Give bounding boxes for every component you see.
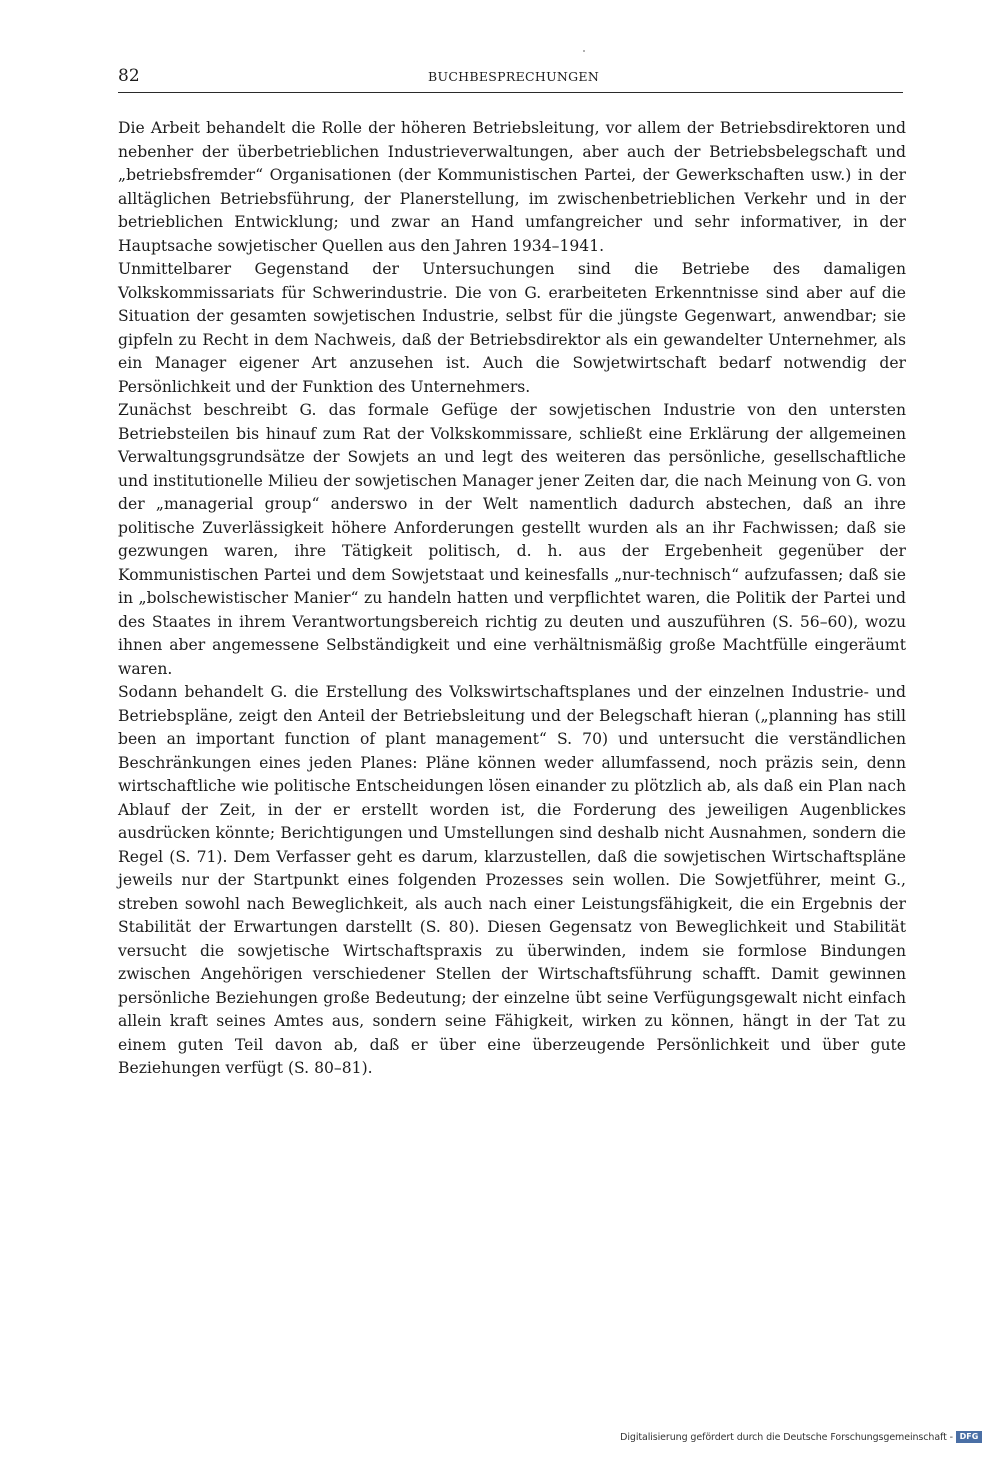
paragraph-4: Sodann behandelt G. die Erstellung des Volkswirtschaftsplanes und der einzelnen Industrie- und Betriebspläne, zeigt den Anteil der Betriebsleitung und der Belegschaft hieran („planning has still been an important function of plant management“ S. 70) und untersucht die verständlichen Beschränkungen eines jeden Planes: Pläne können weder allumfassend, noch präzis sein, denn wirtschaftliche wie politische Entscheidungen lösen einander zu plötzlich ab, als daß ein Plan nach Ablauf der Zeit, in der er erstellt worden ist, die Forderung des jeweiligen Augenblickes ausdrücken könnte; Berichtigungen und Umstellungen sind deshalb nicht Ausnahmen, sondern die Regel (S. 71). Dem Verfasser geht es darum, klarzustellen, daß die sowjetischen Wirtschaftspläne jeweils nur der Startpunkt eines folgenden Prozesses sein wollen. Die Sowjetführer, meint G., streben sowohl nach Beweglichkeit, als auch nach einer Leistungsfähigkeit, die ein Ergebnis der Stabilität der Erwartungen darstellt (S. 80). Diesen Gegensatz von Beweglichkeit und Stabilität versucht die sowjetische Wirtschaftspraxis zu überwinden, indem sie formlose Bindungen zwischen Angehörigen verschiedener Stellen der Wirtschaftsführung schafft. Damit gewinnen persönliche Beziehungen große Bedeutung; der einzelne übt seine Verfügungsgewalt nicht einfach allein kraft seines Amtes aus, sondern seine Fähigkeit, wirken zu können, hängt in der Tat zu einem guten Teil davon ab, daß er über eine überzeugende Persönlichkeit und über gute Beziehungen verfügt (S. 80–81). xyxy=(118,683,906,1077)
scan-speck xyxy=(583,50,585,52)
page-header xyxy=(118,66,903,93)
running-head: BUCHBESPRECHUNGEN xyxy=(428,69,600,84)
paragraph-1: Die Arbeit behandelt die Rolle der höheren Betriebsleitung, vor allem der Betriebsdirektoren und nebenher der überbetrieblichen Industrieverwaltungen, aber auch der Betriebsbelegschaft und „betriebsfremder“ Organisationen (der Kommunistischen Partei, der Gewerkschaften usw.) in der alltäglichen Betriebsführung, der Planerstellung, im zwischenbetrieblichen Verkehr und in der betrieblichen Entwicklung; und zwar an Hand umfangreicher und sehr informativer, in der Hauptsache sowjetischer Quellen aus den Jahren 1934–1941. xyxy=(118,119,906,255)
footer-credit: Digitalisierung gefördert durch die Deutsche Forschungsgemeinschaft - xyxy=(620,1431,953,1443)
body-text xyxy=(118,117,906,1081)
paragraph-2: Unmittelbarer Gegenstand der Untersuchungen sind die Betriebe des damaligen Volkskommissariats für Schwerindustrie. Die von G. erarbeiteten Erkenntnisse sind aber auf die Situation der gesamten sowjetischen Industrie, selbst für die jüngste Gegenwart, anwendbar; sie gipfeln zu Recht in dem Nachweis, daß der Betriebsdirektor als ein gewandelter Unternehmer, als ein Manager eigener Art anzusehen ist. Auch die Sowjetwirtschaft bedarf notwendig der Persönlichkeit und der Funktion des Unternehmers. xyxy=(118,260,906,396)
digitization-footer xyxy=(620,1431,982,1443)
dfg-logo-icon: DFG xyxy=(956,1431,982,1443)
page-number: 82 xyxy=(118,66,140,86)
paragraph-3: Zunächst beschreibt G. das formale Gefüge der sowjetischen Industrie von den untersten Betriebsteilen bis hinauf zum Rat der Volkskommissare, schließt eine Erklärung der allgemeinen Verwaltungsgrundsätze der Sowjets an und legt des weiteren das persönliche, gesellschaftliche und institutionelle Milieu der sowjetischen Manager jener Zeiten dar, die nach Meinung von G. von der „managerial group“ anderswo in der Welt namentlich dadurch abstechen, daß an ihre politische Zuverlässigkeit höhere Anforderungen gestellt wurden als an ihr Fachwissen; daß sie gezwungen waren, ihre Tätigkeit politisch, d. h. aus der Ergebenheit gegenüber der Kommunistischen Partei und dem Sowjetstaat und keinesfalls „nur-technisch“ aufzufassen; daß sie in „bolschewistischer Manier“ zu handeln hatten und verpflichtet waren, die Politik der Partei und des Staates in ihrem Verantwortungsbereich richtig zu deuten und auszuführen (S. 56–60), wozu ihnen aber angemessene Selbständigkeit und eine verhältnismäßig große Machtfülle eingeräumt waren. xyxy=(118,401,906,678)
